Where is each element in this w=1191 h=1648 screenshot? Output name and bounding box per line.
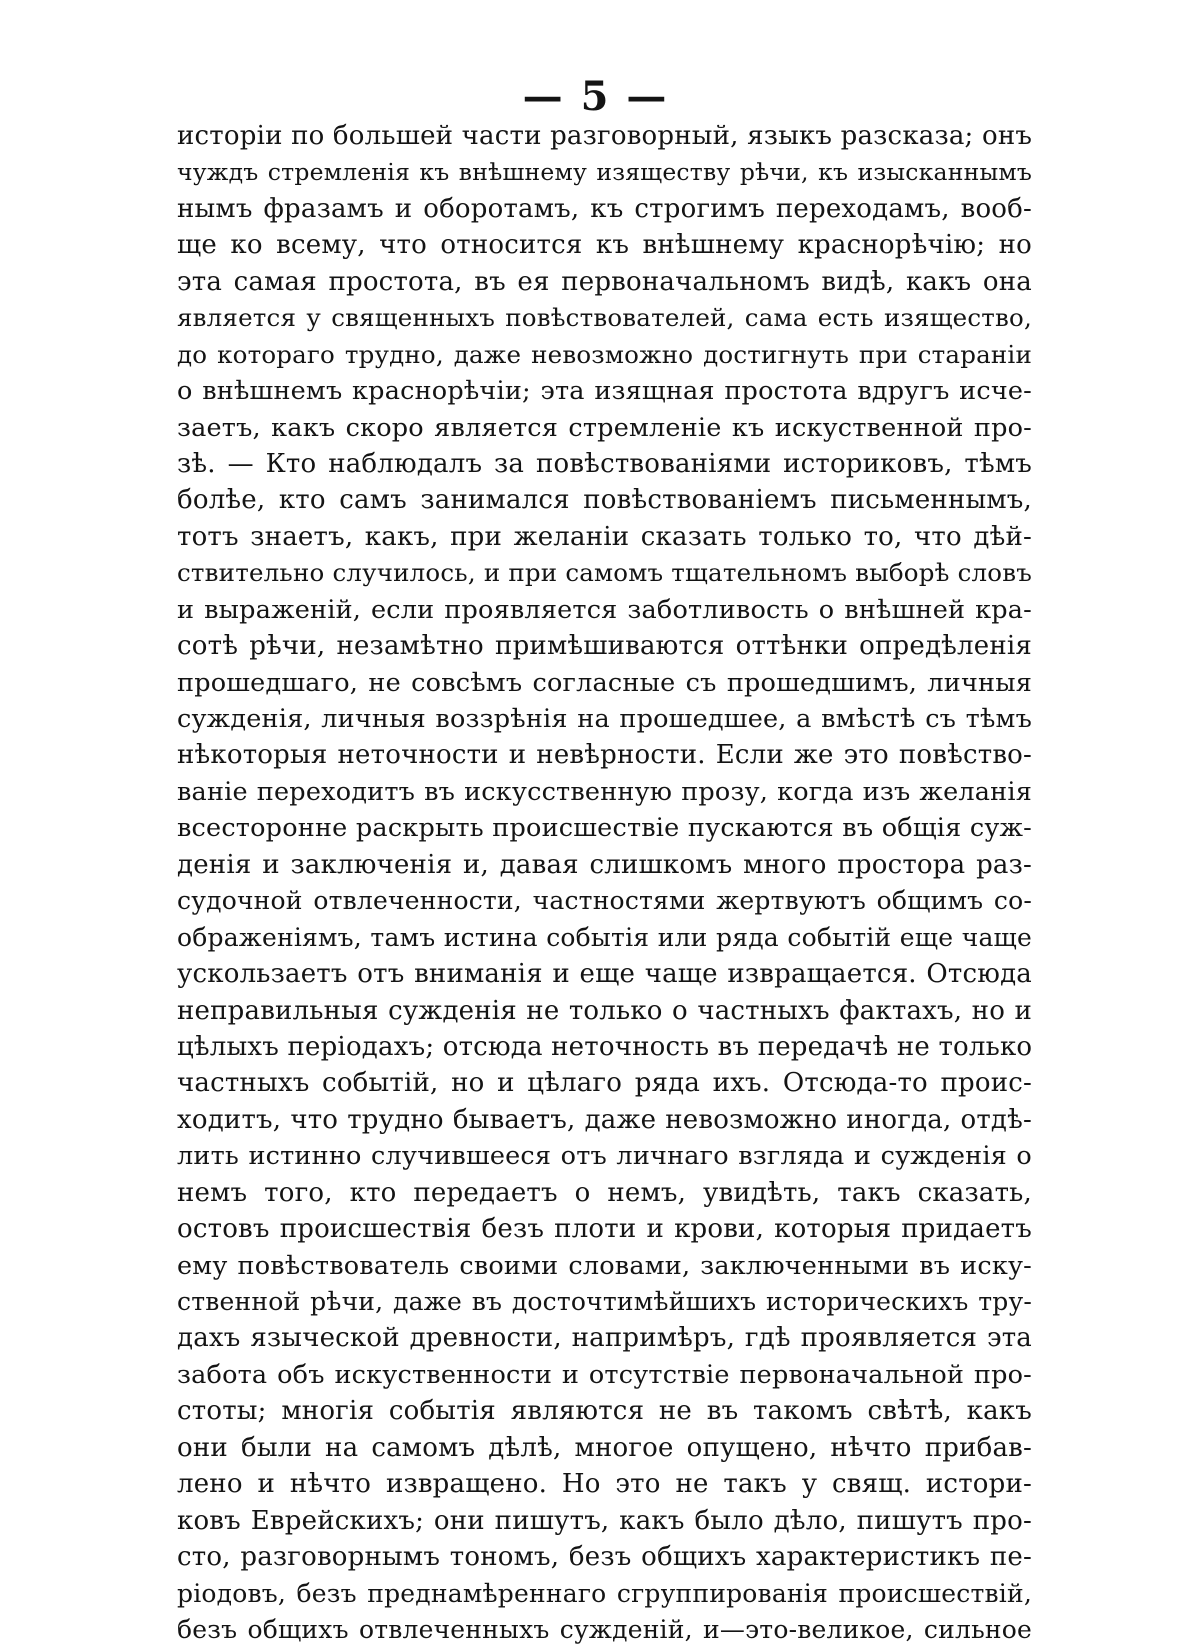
text-line: неправильныя сужденія не только о частныхъ фактахъ, но и — [177, 995, 1032, 1026]
text-line: ускользаетъ отъ вниманія и еще чаще извращается. Отсюда — [177, 959, 1032, 990]
text-line: нѣкоторыя неточности и невѣрности. Если же это повѣство- — [177, 740, 1032, 771]
text-line: ріодовъ, безъ преднамѣреннаго сгруппированія происшествій, — [177, 1578, 1032, 1608]
text-line: ще ко всему, что относится къ внѣшнему краснорѣчію; но — [177, 230, 1032, 261]
text-line: частныхъ событій, но и цѣлаго ряда ихъ. Отсюда-то проис- — [177, 1068, 1032, 1099]
text-line: всесторонне раскрыть происшествіе пускаются въ общія суж- — [177, 813, 1032, 844]
text-line: судочной отвлеченности, частностями жертвуютъ общимъ со- — [177, 886, 1032, 916]
text-line: они были на самомъ дѣлѣ, многое опущено, нѣчто прибав- — [177, 1432, 1032, 1463]
text-line: является у священныхъ повѣствователей, сама есть изящество, — [177, 303, 1032, 333]
text-line: эта самая простота, въ ея первоначальномъ видѣ, какъ она — [177, 266, 1032, 297]
text-line: остовъ происшествія безъ плоти и крови, которыя придаетъ — [177, 1214, 1032, 1245]
text-line: сто, разговорнымъ тономъ, безъ общихъ характеристикъ пе- — [177, 1542, 1032, 1573]
text-line: ходитъ, что трудно бываетъ, даже невозможно иногда, отдѣ- — [177, 1104, 1032, 1135]
text-line: безъ общихъ отвлеченныхъ сужденій, и—это-великое, сильное — [177, 1614, 1032, 1644]
page-number: — 5 — — [522, 73, 669, 120]
text-line: прошедшаго, не совсѣмъ согласные съ прошедшимъ, личныя — [177, 667, 1032, 698]
text-line: немъ того, кто передаетъ о немъ, увидѣть, такъ сказать, — [177, 1177, 1032, 1208]
text-line: тотъ знаетъ, какъ, при желаніи сказать только то, что дѣй- — [177, 521, 1032, 552]
text-line: стоты; многія событія являются не въ такомъ свѣтѣ, какъ — [177, 1396, 1032, 1427]
text-line: цѣлыхъ періодахъ; отсюда неточность въ передачѣ не только — [177, 1031, 1033, 1062]
text-line: ему повѣствователь своими словами, заключенными въ иску- — [177, 1250, 1032, 1281]
text-line: ствительно случилось, и при самомъ тщательномъ выборѣ словъ — [177, 558, 1032, 588]
text-line: лено и нѣчто извращено. Но это не такъ у свящ. истори- — [177, 1469, 1032, 1500]
text-line: чуждъ стремленія къ внѣшнему изяществу рѣчи, къ изысканнымъ — [177, 158, 1032, 187]
text-line: денія и заключенія и, давая слишкомъ много простора раз- — [177, 849, 1032, 880]
body-text — [177, 118, 1032, 1648]
text-line: ваніе переходитъ въ искусственную прозу, когда изъ желанія — [177, 776, 1032, 807]
text-line: забота объ искуственности и отсутствіе первоначальной про- — [177, 1359, 1032, 1390]
text-line: до котораго трудно, даже невозможно достигнуть при старанiи — [177, 339, 1032, 369]
text-line: исторіи по большей части разговорный, языкъ разсказа; онъ — [177, 121, 1033, 151]
text-line: дахъ языческой древности, напримѣръ, гдѣ проявляется эта — [177, 1323, 1032, 1354]
text-line: нымъ фразамъ и оборотамъ, къ строгимъ переходамъ, вооб- — [177, 193, 1032, 224]
text-line: заетъ, какъ скоро является стремленіе къ искуственной про- — [177, 412, 1032, 443]
text-line: ображеніямъ, тамъ истина событія или ряда событій еще чаще — [177, 922, 1032, 952]
text-line: ственной рѣчи, даже въ досточтимѣйшихъ историческихъ тру- — [177, 1287, 1032, 1316]
text-line: о внѣшнемъ краснорѣчіи; эта изящная простота вдругъ исче- — [177, 376, 1032, 407]
text-line: болѣе, кто самъ занимался повѣствованіемъ письменнымъ, — [177, 485, 1032, 516]
text-line: лить истинно случившееся отъ личнаго взгляда и сужденія о — [177, 1141, 1032, 1172]
text-line: и выраженій, если проявляется заботливость о внѣшней кра- — [177, 594, 1032, 625]
text-line: зѣ. — Кто наблюдалъ за повѣствованіями историковъ, тѣмъ — [177, 448, 1032, 479]
text-line: сотѣ рѣчи, незамѣтно примѣшиваются оттѣнки опредѣленія — [177, 631, 1032, 662]
text-line: сужденія, личныя воззрѣнія на прошедшее, а вмѣстѣ съ тѣмъ — [177, 704, 1032, 734]
text-line: ковъ Еврейскихъ; они пишутъ, какъ было дѣло, пишутъ про- — [177, 1505, 1032, 1536]
